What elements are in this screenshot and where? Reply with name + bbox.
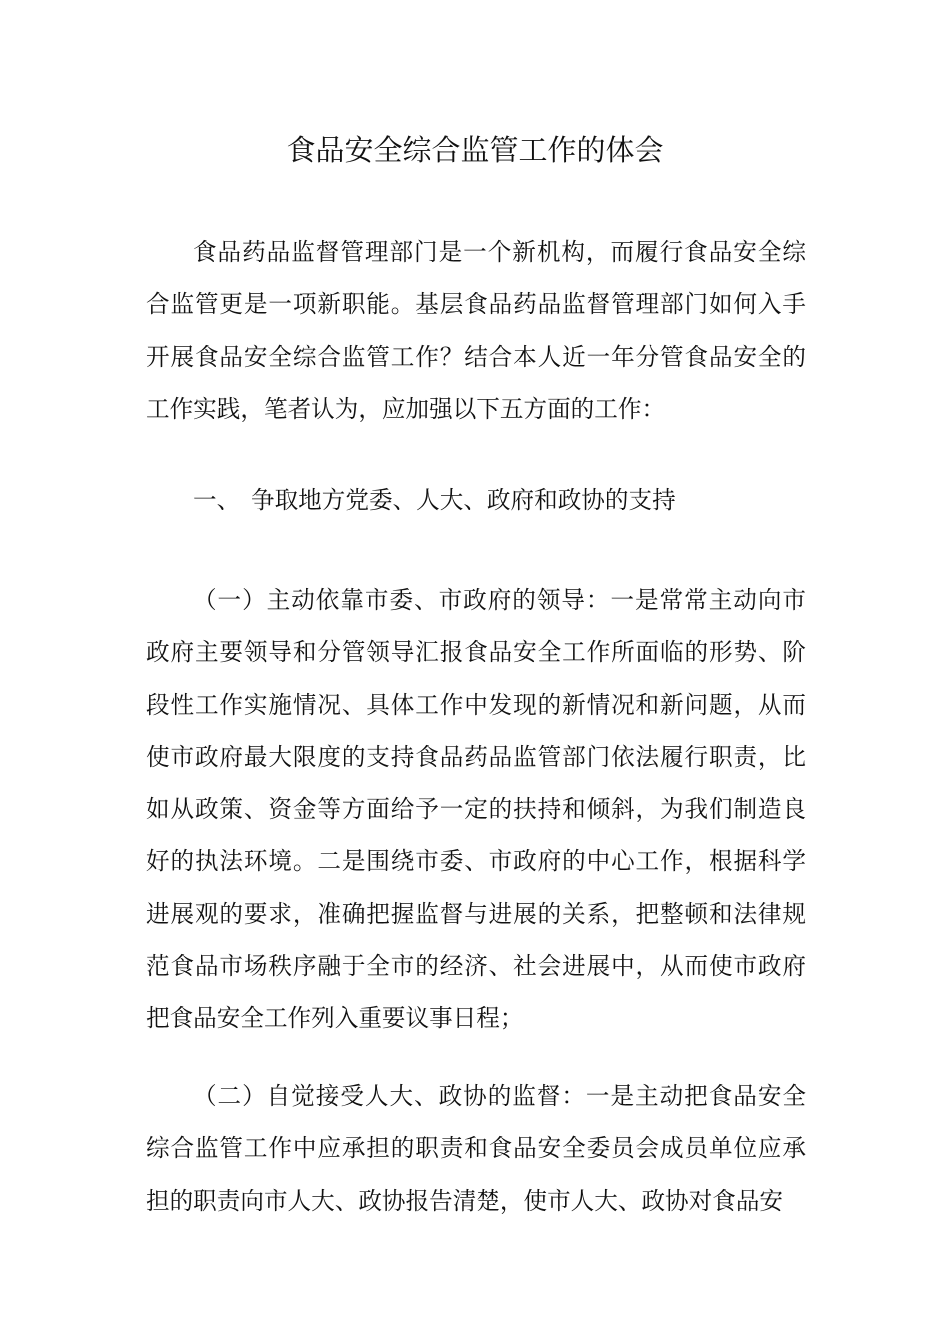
intro-paragraph: 食品药品监督管理部门是一个新机构，而履行食品安全综合监管更是一项新职能。基层食品药品监督管理部门如何入手开展食品安全综合监管工作？结合本人近一年分管食品安全的工作实践，笔者认为，应加强以下五方面的工作： (146, 238, 806, 423)
section-heading-text: 争取地方党委、人大、政府和政协的支持 (251, 486, 676, 514)
body-paragraph-1: （一）主动依靠市委、市政府的领导：一是常常主动向市政府主要领导和分管领导汇报食品安全工作所面临的形势、阶段性工作实施情况、具体工作中发现的新情况和新问题，从而使市政府最大限度的支持食品药品监管部门依法履行职责，比如从政策、资金等方面给予一定的扶持和倾斜，为我们制造良好的执法环境。二是围绕市委、市政府的中心工作，根据科学进展观的要求，准确把握监督与进展的关系，把整顿和法律规范食品市场秩序融于全市的经济、社会进展中，从而使市政府把食品安全工作列入重要议事日程； (146, 586, 806, 1033)
section-number: 一、 (193, 486, 241, 514)
body-paragraph-2: （二）自觉接受人大、政协的监督：一是主动把食品安全综合监管工作中应承担的职责和食品安全委员会成员单位应承担的职责向市人大、政协报告清楚，使市人大、政协对食品安 (146, 1082, 806, 1215)
section-heading-1 (193, 474, 813, 526)
document-title: 食品安全综合监管工作的体会 (286, 133, 664, 167)
